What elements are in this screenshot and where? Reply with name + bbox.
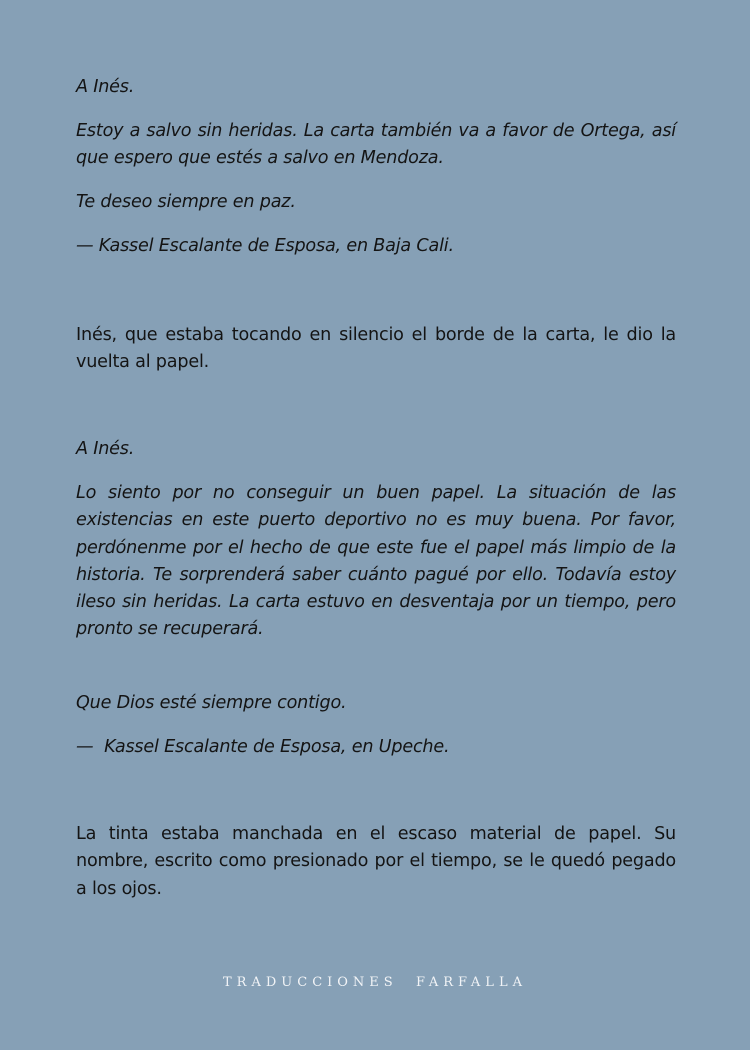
letter2-body: Lo siento por no conseguir un buen papel. La situación de las existencias en este puerto deportivo no es muy buena. Por favor, perdónenme por el hecho de que este fue el papel más limpio de la historia. Te sorprenderá saber cuánto pagué por ello. Todavía estoy ileso sin heridas. La carta estuvo en desventaja por un tiempo, pero pronto se recuperará. [76, 483, 676, 640]
letter2-salutation: A Inés. [76, 439, 135, 459]
publisher-footer: TRADUCCIONES FARFALLA [223, 975, 527, 990]
letter1-body: Estoy a salvo sin heridas. La carta también va a favor de Ortega, así que espero que estés a salvo en Mendoza. [76, 121, 676, 169]
letter2-closing: Que Dios esté siempre contigo. [76, 693, 347, 713]
letter2-signature: — Kassel Escalante de Esposa, en Upeche. [76, 737, 450, 757]
narrative-paragraph-1: Inés, que estaba tocando en silencio el borde de la carta, le dio la vuelta al papel. [76, 325, 676, 373]
letter1-closing: Te deseo siempre en paz. [76, 192, 296, 212]
narrative-paragraph-2: La tinta estaba manchada en el escaso material de papel. Su nombre, escrito como presionado por el tiempo, se le quedó pegado a los ojos. [76, 824, 676, 899]
letter1-signature: — Kassel Escalante de Esposa, en Baja Cali. [76, 236, 454, 256]
letter1-salutation: A Inés. [76, 77, 135, 97]
